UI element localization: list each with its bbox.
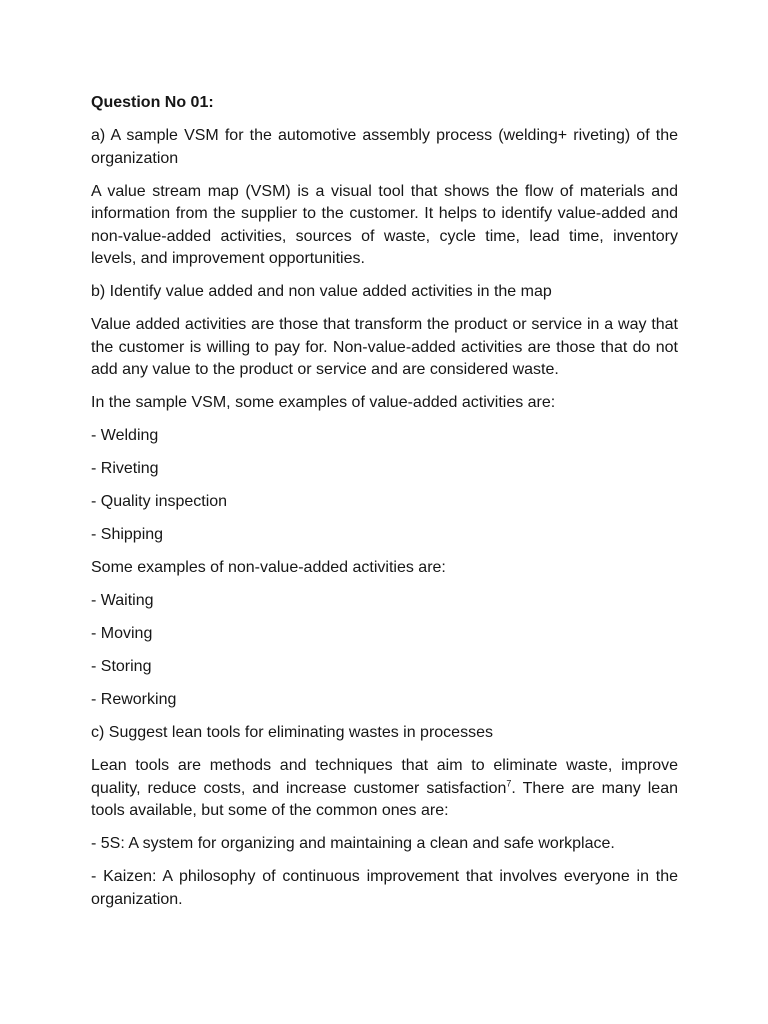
non-value-added-item: - Storing (91, 658, 152, 675)
value-added-item: - Quality inspection (91, 493, 228, 510)
non-value-added-item: - Waiting (91, 592, 154, 609)
value-added-item: - Riveting (91, 460, 159, 477)
part-c-title: c) Suggest lean tools for eliminating wastes in processes (91, 724, 493, 741)
footnote-marker: 7 (506, 778, 512, 789)
part-c-body-text-1: Lean tools are methods and techniques that aim to eliminate waste, improve quality, reduce costs, and increase customer satisfaction (91, 757, 678, 797)
lean-tool-item: - 5S: A system for organizing and maintaining a clean and safe workplace. (91, 835, 615, 852)
part-a-title: a) A sample VSM for the automotive assembly process (welding+ riveting) of the organization (91, 127, 678, 167)
part-b-title: b) Identify value added and non value added activities in the map (91, 283, 552, 300)
part-a-body: A value stream map (VSM) is a visual tool that shows the flow of materials and information from the supplier to the customer. It helps to identify value-added and non-value-added activities, sources of waste, cycle time, lead time, inventory levels, and improvement opportunities. (91, 182, 678, 267)
lean-tool-item: - Kaizen: A philosophy of continuous improvement that involves everyone in the organization. (91, 868, 678, 908)
part-c-body (91, 755, 678, 823)
value-added-item: - Shipping (91, 526, 164, 543)
part-c-body-text-2: . There are many lean tools available, but some of the common ones are: (91, 779, 678, 819)
question-heading: Question No 01: (91, 94, 214, 111)
value-added-intro: In the sample VSM, some examples of value-added activities are: (91, 394, 556, 411)
document-page (91, 92, 678, 922)
value-added-item: - Welding (91, 427, 159, 444)
non-value-added-item: - Reworking (91, 691, 177, 708)
non-value-added-item: - Moving (91, 625, 153, 642)
part-b-body: Value added activities are those that transform the product or service in a way that the customer is willing to pay for. Non-value-added activities are those that do not add any value to the product or service and are considered waste. (91, 316, 678, 378)
non-value-added-intro: Some examples of non-value-added activities are: (91, 559, 446, 576)
